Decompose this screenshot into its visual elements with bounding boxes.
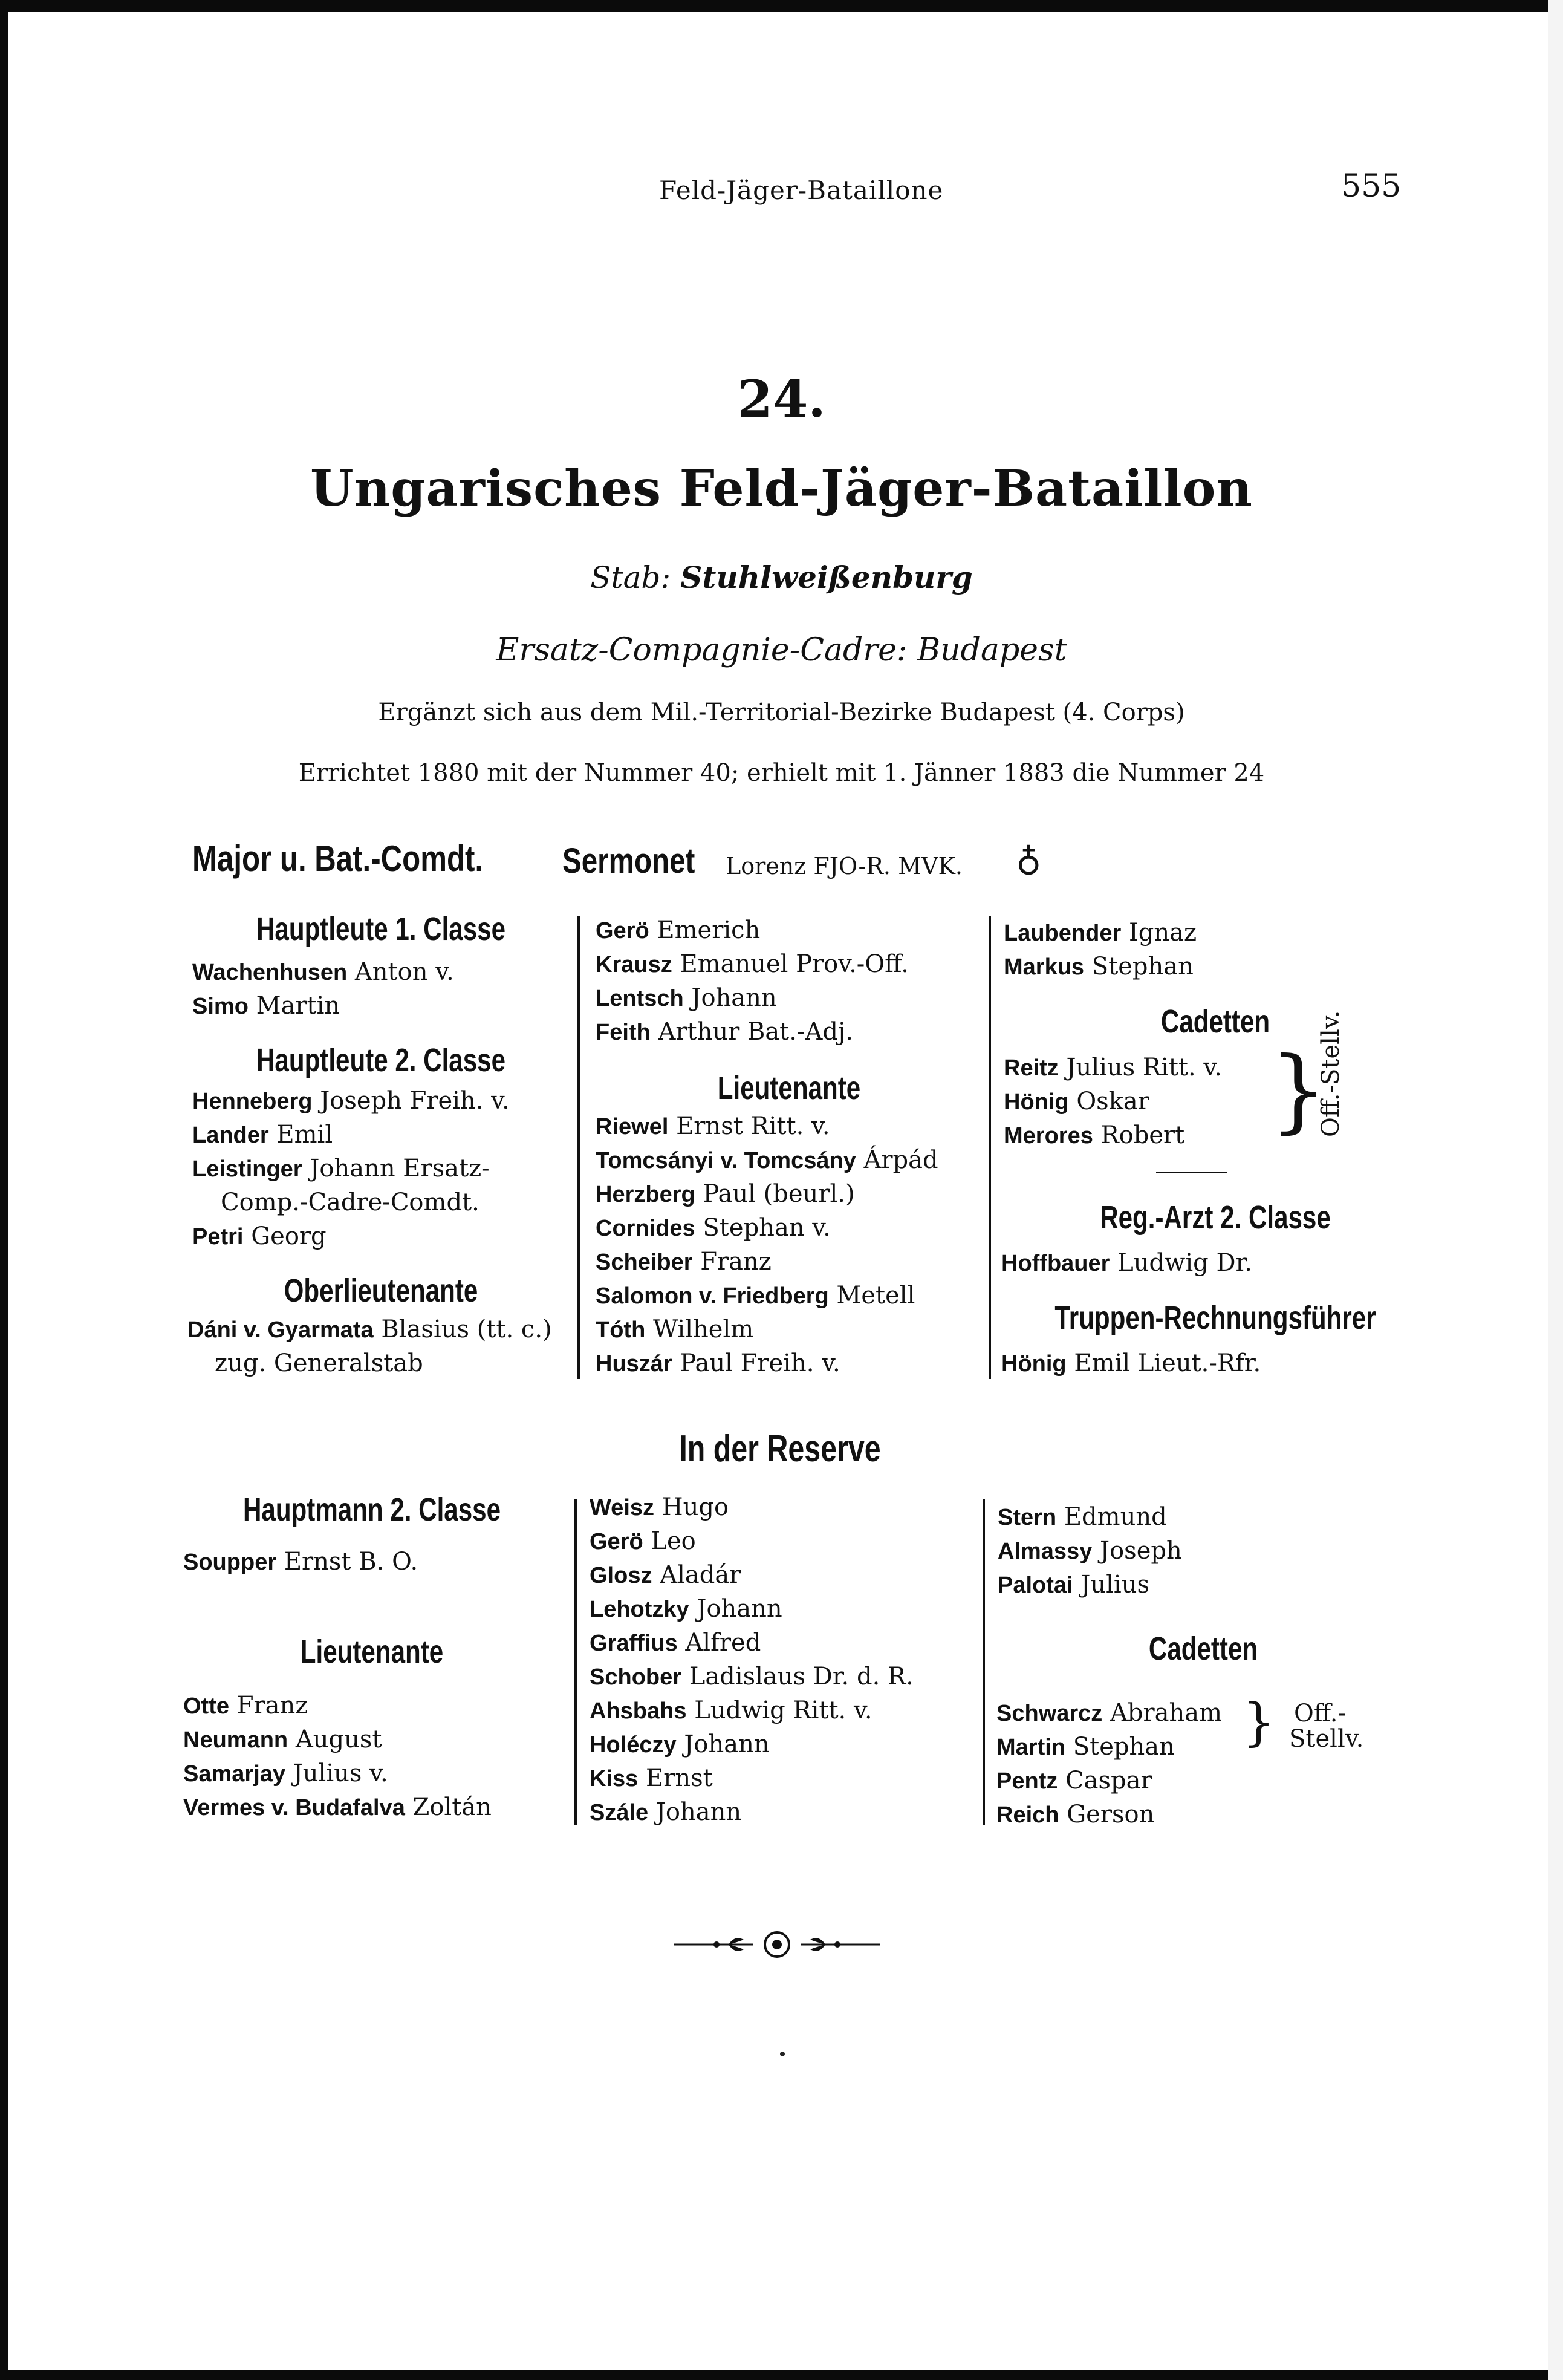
list-item: Herzberg Paul (beurl.) bbox=[596, 1180, 855, 1208]
major-label: Major u. Bat.-Comdt. bbox=[192, 838, 484, 879]
list-item: Graffius Alfred bbox=[590, 1629, 761, 1657]
stab-place: Stuhlweißenburg bbox=[680, 559, 973, 595]
list-item: Dáni v. Gyarmata Blasius (tt. c.) bbox=[187, 1316, 552, 1343]
scan-border-bottom bbox=[0, 2370, 1563, 2380]
list-item: Schober Ladislaus Dr. d. R. bbox=[590, 1663, 914, 1690]
list-item: Ahsbahs Ludwig Ritt. v. bbox=[590, 1697, 872, 1724]
list-item: Schwarcz Abraham bbox=[996, 1699, 1223, 1727]
list-item: Simo Martin bbox=[192, 992, 340, 1020]
list-item: Hoffbauer Ludwig Dr. bbox=[1001, 1249, 1252, 1277]
list-item: Weisz Hugo bbox=[590, 1493, 729, 1521]
reserve-cadetten-note bbox=[1289, 1701, 1363, 1752]
unit-title: Ungarisches Feld-Jäger-Bataillon bbox=[310, 460, 1253, 518]
heading-hauptleute-1: Hauptleute 1. Classe bbox=[256, 911, 505, 947]
decoration-symbol: ♁ bbox=[1016, 838, 1042, 879]
list-item: Huszár Paul Freih. v. bbox=[596, 1349, 840, 1377]
list-item: Martin Stephan bbox=[996, 1733, 1175, 1761]
page-number: 555 bbox=[1341, 168, 1402, 204]
major-details: Lorenz FJO-R. MVK. bbox=[726, 853, 963, 879]
list-item: Gerö Emerich bbox=[596, 916, 761, 944]
brace-icon: } bbox=[1243, 1692, 1275, 1752]
stab-line bbox=[0, 559, 1563, 595]
heading-reserve-lieutenante: Lieutenante bbox=[300, 1634, 444, 1670]
erganzt-line: Ergänzt sich aus dem Mil.-Territorial-Bezirke Budapest (4. Corps) bbox=[378, 699, 1185, 726]
list-item: Samarjay Julius v. bbox=[183, 1759, 388, 1787]
list-item: Lentsch Johann bbox=[596, 984, 777, 1012]
list-item: Hönig Oskar bbox=[1004, 1087, 1149, 1115]
list-item: Henneberg Joseph Freih. v. bbox=[192, 1087, 510, 1115]
column-divider bbox=[577, 916, 580, 1379]
print-speck bbox=[780, 2052, 785, 2056]
column-divider bbox=[574, 1499, 577, 1825]
major-surname: Sermonet bbox=[562, 841, 695, 881]
list-item: Petri Georg bbox=[192, 1222, 327, 1250]
brace-icon: } bbox=[1270, 1038, 1328, 1143]
list-item: Feith Arthur Bat.-Adj. bbox=[596, 1018, 854, 1046]
list-item: Stern Edmund bbox=[998, 1503, 1167, 1531]
list-item: Tóth Wilhelm bbox=[596, 1316, 754, 1343]
list-item: Wachenhusen Anton v. bbox=[192, 958, 454, 986]
note-line: Off.- bbox=[1294, 1700, 1347, 1727]
running-title: Feld-Jäger-Bataillone bbox=[659, 175, 944, 205]
list-item: Szále Johann bbox=[590, 1798, 742, 1826]
scan-border-left bbox=[0, 0, 8, 2380]
unit-number: 24. bbox=[737, 369, 826, 429]
list-item: Otte Franz bbox=[183, 1692, 308, 1720]
scan-border-right bbox=[1548, 0, 1563, 2380]
end-ornament-icon bbox=[674, 1923, 880, 1966]
list-item: Riewel Ernst Ritt. v. bbox=[596, 1112, 830, 1140]
note-line: Stellv. bbox=[1289, 1725, 1364, 1753]
list-item: Vermes v. Budafalva Zoltán bbox=[183, 1793, 492, 1821]
list-item: Almassy Joseph bbox=[998, 1537, 1182, 1565]
list-item: Salomon v. Friedberg Metell bbox=[596, 1282, 915, 1309]
list-item: Kiss Ernst bbox=[590, 1764, 713, 1792]
heading-reserve-hauptmann: Hauptmann 2. Classe bbox=[242, 1492, 501, 1528]
heading-oberlieutenante: Oberlieutenante bbox=[284, 1273, 478, 1309]
heading-rechnungsfuehrer: Truppen-Rechnungsführer bbox=[1054, 1300, 1376, 1336]
column-divider bbox=[983, 1499, 985, 1825]
list-item-continuation: Comp.-Cadre-Comdt. bbox=[221, 1188, 479, 1216]
heading-reserve: In der Reserve bbox=[679, 1428, 881, 1470]
list-item: Reitz Julius Ritt. v. bbox=[1004, 1054, 1222, 1081]
errichtet-line: Errichtet 1880 mit der Nummer 40; erhielt mit 1. Jänner 1883 die Nummer 24 bbox=[298, 759, 1265, 787]
list-item: Lander Emil bbox=[192, 1121, 333, 1149]
list-item: Gerö Leo bbox=[590, 1527, 696, 1555]
list-item: Scheiber Franz bbox=[596, 1248, 772, 1276]
stab-label: Stab: bbox=[590, 560, 671, 595]
list-item: Pentz Caspar bbox=[996, 1767, 1152, 1795]
heading-reserve-cadetten: Cadetten bbox=[1148, 1631, 1258, 1667]
ersatz-cadre: Ersatz-Compagnie-Cadre: Budapest bbox=[496, 632, 1067, 668]
list-item: Neumann August bbox=[183, 1726, 382, 1753]
list-item: Palotai Julius bbox=[998, 1571, 1149, 1599]
list-item: Cornides Stephan v. bbox=[596, 1214, 831, 1242]
list-item: Reich Gerson bbox=[996, 1801, 1155, 1828]
cadetten-note: Off.-Stellv. bbox=[1317, 1010, 1345, 1137]
list-item: Merores Robert bbox=[1004, 1121, 1185, 1149]
column-divider bbox=[989, 916, 991, 1379]
heading-cadetten: Cadetten bbox=[1160, 1003, 1270, 1040]
heading-reg-arzt: Reg.-Arzt 2. Classe bbox=[1100, 1199, 1331, 1236]
list-item: Soupper Ernst B. O. bbox=[183, 1548, 418, 1576]
list-item: Markus Stephan bbox=[1004, 953, 1194, 980]
heading-lieutenante: Lieutenante bbox=[717, 1070, 861, 1106]
list-item: Holéczy Johann bbox=[590, 1730, 770, 1758]
list-item: Leistinger Johann Ersatz- bbox=[192, 1155, 490, 1182]
list-item: Hönig Emil Lieut.-Rfr. bbox=[1001, 1349, 1261, 1377]
list-item: Lehotzky Johann bbox=[590, 1595, 782, 1623]
list-item: Krausz Emanuel Prov.-Off. bbox=[596, 950, 909, 978]
scan-border-top bbox=[0, 0, 1563, 12]
list-item: Tomcsányi v. Tomcsány Árpád bbox=[596, 1146, 938, 1174]
list-item-continuation: zug. Generalstab bbox=[215, 1349, 423, 1377]
separator-rule bbox=[1156, 1172, 1227, 1173]
list-item: Glosz Aladár bbox=[590, 1561, 741, 1589]
list-item: Laubender Ignaz bbox=[1004, 919, 1197, 947]
heading-hauptleute-2: Hauptleute 2. Classe bbox=[256, 1042, 505, 1078]
